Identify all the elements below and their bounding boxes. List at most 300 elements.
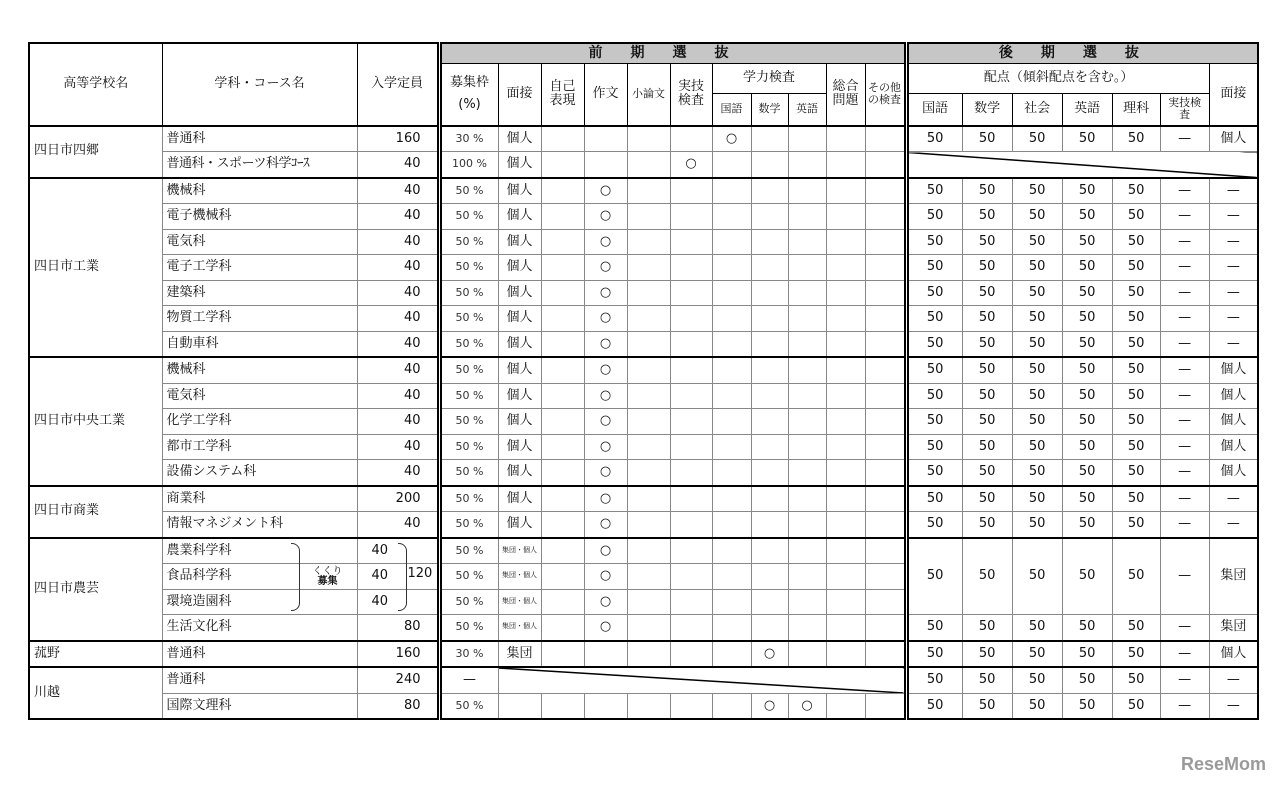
early-sogo (826, 512, 865, 538)
early-practical (670, 204, 712, 230)
late-practical: — (1160, 409, 1209, 435)
late-shakai: 50 (1012, 126, 1062, 152)
early-kokugo (712, 357, 751, 383)
header-practical: 実技検査 (670, 64, 712, 126)
early-practical (670, 383, 712, 409)
early-self-expression (541, 357, 584, 383)
early-sogo (826, 538, 865, 564)
early-practical (670, 331, 712, 357)
early-self-expression (541, 460, 584, 486)
early-other (865, 486, 906, 512)
capacity: 40 (357, 152, 439, 178)
course-name: 生活文化科 (162, 615, 357, 641)
early-practical (670, 538, 712, 564)
early-interview: 個人 (498, 280, 541, 306)
table-row (29, 280, 1258, 306)
early-sugaku (751, 564, 788, 590)
late-shakai: 50 (1012, 255, 1062, 281)
late-eigo: 50 (1062, 409, 1112, 435)
early-self-expression (541, 538, 584, 564)
early-quota: 30 % (439, 641, 498, 668)
early-self-expression (541, 409, 584, 435)
header-late-eigo: 英語 (1062, 94, 1112, 126)
header-late-kokugo: 国語 (906, 94, 962, 126)
late-sugaku: 50 (962, 434, 1012, 460)
late-sugaku: 50 (962, 383, 1012, 409)
late-kokugo: 50 (906, 280, 962, 306)
kukuri-brace-label (291, 543, 351, 609)
early-other (865, 409, 906, 435)
early-short-essay (627, 306, 670, 332)
early-quota: 50 % (439, 204, 498, 230)
early-sugaku (751, 357, 788, 383)
late-kokugo: 50 (906, 229, 962, 255)
early-sogo (826, 460, 865, 486)
late-interview: 集団 (1209, 615, 1258, 641)
early-interview: 個人 (498, 331, 541, 357)
late-eigo: 50 (1062, 693, 1112, 719)
early-interview: 個人 (498, 229, 541, 255)
late-kokugo: 50 (906, 204, 962, 230)
early-sugaku (751, 204, 788, 230)
course-name: 物質工学科 (162, 306, 357, 332)
late-eigo: 50 (1062, 357, 1112, 383)
early-self-expression (541, 255, 584, 281)
early-eigo (788, 152, 826, 178)
early-essay: ○ (584, 564, 627, 590)
late-interview: — (1209, 280, 1258, 306)
late-rika: 50 (1112, 280, 1160, 306)
early-self-expression (541, 280, 584, 306)
early-other (865, 589, 906, 615)
late-sugaku: 50 (962, 331, 1012, 357)
header-capacity: 入学定員 (357, 43, 439, 126)
early-essay: ○ (584, 486, 627, 512)
header-essay: 作文 (584, 64, 627, 126)
early-quota: 50 % (439, 357, 498, 383)
early-interview: 個人 (498, 126, 541, 152)
early-sugaku (751, 460, 788, 486)
late-kokugo: 50 (906, 255, 962, 281)
late-shakai: 50 (1012, 538, 1062, 615)
late-rika: 50 (1112, 409, 1160, 435)
early-sugaku (751, 152, 788, 178)
table-row (29, 331, 1258, 357)
early-sugaku (751, 589, 788, 615)
early-other (865, 280, 906, 306)
early-interview: 集団 (498, 641, 541, 668)
early-eigo (788, 331, 826, 357)
early-self-expression (541, 564, 584, 590)
late-sugaku: 50 (962, 693, 1012, 719)
late-kokugo: 50 (906, 641, 962, 668)
early-practical (670, 693, 712, 719)
early-short-essay (627, 229, 670, 255)
capacity: 40 (357, 512, 439, 538)
course-name: 普通科 (162, 126, 357, 152)
header-academic: 学力検査 (712, 64, 826, 94)
capacity: 200 (357, 486, 439, 512)
late-rika: 50 (1112, 204, 1160, 230)
late-sugaku: 50 (962, 667, 1012, 693)
early-quota: 50 % (439, 564, 498, 590)
early-sogo (826, 255, 865, 281)
late-practical: — (1160, 255, 1209, 281)
late-practical: — (1160, 538, 1209, 615)
course-name: 機械科 (162, 357, 357, 383)
early-kokugo (712, 486, 751, 512)
capacity: 160 (357, 641, 439, 668)
early-practical (670, 512, 712, 538)
late-practical: — (1160, 512, 1209, 538)
late-interview: — (1209, 512, 1258, 538)
early-eigo (788, 486, 826, 512)
late-sugaku: 50 (962, 229, 1012, 255)
capacity: 40 (357, 178, 439, 204)
late-sugaku: 50 (962, 178, 1012, 204)
late-rika: 50 (1112, 306, 1160, 332)
capacity: 40 (357, 255, 439, 281)
late-eigo: 50 (1062, 178, 1112, 204)
table-row (29, 434, 1258, 460)
early-kokugo (712, 693, 751, 719)
late-sugaku: 50 (962, 409, 1012, 435)
early-other (865, 693, 906, 719)
early-quota: 50 % (439, 512, 498, 538)
early-eigo (788, 434, 826, 460)
early-essay: ○ (584, 589, 627, 615)
early-short-essay (627, 126, 670, 152)
course-name: 食品科学科 (162, 564, 357, 590)
early-short-essay (627, 589, 670, 615)
early-essay: ○ (584, 434, 627, 460)
late-shakai: 50 (1012, 615, 1062, 641)
table-row (29, 512, 1258, 538)
early-practical (670, 641, 712, 668)
early-kokugo (712, 512, 751, 538)
capacity: 40 (357, 280, 439, 306)
early-short-essay (627, 615, 670, 641)
early-kokugo (712, 589, 751, 615)
capacity: 240 (357, 667, 439, 693)
late-interview: 個人 (1209, 383, 1258, 409)
header-late: 後期選抜 (906, 43, 1258, 64)
late-sugaku: 50 (962, 460, 1012, 486)
late-interview: — (1209, 693, 1258, 719)
early-self-expression (541, 204, 584, 230)
late-kokugo: 50 (906, 512, 962, 538)
capacity: 80 (357, 693, 439, 719)
late-eigo: 50 (1062, 331, 1112, 357)
late-practical: — (1160, 383, 1209, 409)
late-interview: — (1209, 178, 1258, 204)
early-eigo (788, 409, 826, 435)
early-kokugo: ○ (712, 126, 751, 152)
capacity: 40 120 (357, 538, 439, 564)
late-sugaku: 50 (962, 357, 1012, 383)
course-name: 普通科・スポーツ科学ｺｰｽ (162, 152, 357, 178)
early-self-expression (541, 229, 584, 255)
course-name: 普通科 (162, 667, 357, 693)
early-short-essay (627, 693, 670, 719)
early-short-essay (627, 564, 670, 590)
early-quota: — (439, 667, 498, 693)
early-self-expression (541, 693, 584, 719)
late-sugaku: 50 (962, 641, 1012, 668)
late-rika: 50 (1112, 331, 1160, 357)
early-self-expression (541, 434, 584, 460)
late-eigo: 50 (1062, 280, 1112, 306)
header-kokugo: 国語 (712, 94, 751, 126)
late-kokugo: 50 (906, 486, 962, 512)
late-eigo: 50 (1062, 486, 1112, 512)
late-rika: 50 (1112, 229, 1160, 255)
early-other (865, 383, 906, 409)
early-sugaku (751, 434, 788, 460)
early-interview: 個人 (498, 255, 541, 281)
late-eigo: 50 (1062, 434, 1112, 460)
early-practical (670, 460, 712, 486)
late-sugaku: 50 (962, 538, 1012, 615)
early-essay: ○ (584, 357, 627, 383)
late-kokugo: 50 (906, 693, 962, 719)
early-other (865, 434, 906, 460)
table-row (29, 409, 1258, 435)
header-late-practical: 実技検査 (1160, 94, 1209, 126)
early-eigo (788, 204, 826, 230)
late-shakai: 50 (1012, 229, 1062, 255)
late-rika: 50 (1112, 255, 1160, 281)
table-row (29, 460, 1258, 486)
late-rika: 50 (1112, 178, 1160, 204)
early-sugaku: ○ (751, 641, 788, 668)
early-interview: 個人 (498, 178, 541, 204)
early-kokugo (712, 460, 751, 486)
course-name: 機械科 (162, 178, 357, 204)
early-self-expression (541, 152, 584, 178)
early-not-applicable (498, 667, 906, 693)
early-sugaku (751, 538, 788, 564)
early-kokugo (712, 306, 751, 332)
early-eigo (788, 615, 826, 641)
late-practical: — (1160, 460, 1209, 486)
late-practical: — (1160, 615, 1209, 641)
late-rika: 50 (1112, 460, 1160, 486)
course-name: 環境造園科 (162, 589, 357, 615)
early-eigo (788, 229, 826, 255)
school-name: 四日市四郷 (29, 126, 162, 178)
early-kokugo (712, 255, 751, 281)
late-sugaku: 50 (962, 306, 1012, 332)
late-shakai: 50 (1012, 204, 1062, 230)
late-practical: — (1160, 667, 1209, 693)
early-eigo (788, 306, 826, 332)
late-rika: 50 (1112, 383, 1160, 409)
late-shakai: 50 (1012, 383, 1062, 409)
table-row (29, 615, 1258, 641)
early-practical (670, 178, 712, 204)
early-quota: 50 % (439, 409, 498, 435)
late-interview: 個人 (1209, 126, 1258, 152)
early-essay: ○ (584, 512, 627, 538)
late-kokugo: 50 (906, 178, 962, 204)
early-short-essay (627, 538, 670, 564)
admission-table (28, 42, 1259, 720)
early-practical: ○ (670, 152, 712, 178)
late-shakai: 50 (1012, 357, 1062, 383)
early-kokugo (712, 152, 751, 178)
early-short-essay (627, 255, 670, 281)
header-sogo: 総合問題 (826, 64, 865, 126)
late-interview: — (1209, 255, 1258, 281)
course-name: 設備システム科 (162, 460, 357, 486)
late-rika: 50 (1112, 538, 1160, 615)
quota-label: 募集枠 (449, 74, 489, 90)
early-kokugo (712, 434, 751, 460)
header-other: その他の検査 (865, 64, 906, 126)
late-rika: 50 (1112, 615, 1160, 641)
late-kokugo: 50 (906, 667, 962, 693)
early-practical (670, 434, 712, 460)
early-quota: 50 % (439, 460, 498, 486)
early-short-essay (627, 460, 670, 486)
late-shakai: 50 (1012, 331, 1062, 357)
late-practical: — (1160, 693, 1209, 719)
late-shakai: 50 (1012, 641, 1062, 668)
early-sogo (826, 178, 865, 204)
early-sugaku (751, 178, 788, 204)
early-practical (670, 615, 712, 641)
school-name: 川越 (29, 667, 162, 719)
early-sugaku (751, 383, 788, 409)
resemom-logo: ReseMom (1180, 754, 1266, 774)
course-name: 化学工学科 (162, 409, 357, 435)
late-eigo: 50 (1062, 306, 1112, 332)
early-self-expression (541, 641, 584, 668)
early-other (865, 615, 906, 641)
capacity: 40 (357, 229, 439, 255)
late-eigo: 50 (1062, 512, 1112, 538)
school-name: 四日市中央工業 (29, 357, 162, 486)
early-quota: 50 % (439, 229, 498, 255)
kukuri-label: くくり (312, 565, 343, 577)
capacity: 40 (357, 357, 439, 383)
table-row (29, 229, 1258, 255)
early-sogo (826, 486, 865, 512)
table-row (29, 357, 1258, 383)
late-shakai: 50 (1012, 486, 1062, 512)
course-name: 国際文理科 (162, 693, 357, 719)
late-practical: — (1160, 306, 1209, 332)
late-shakai: 50 (1012, 306, 1062, 332)
early-interview: 個人 (498, 152, 541, 178)
early-sugaku (751, 331, 788, 357)
early-kokugo (712, 409, 751, 435)
early-other (865, 229, 906, 255)
late-sugaku: 50 (962, 280, 1012, 306)
late-rika: 50 (1112, 667, 1160, 693)
early-essay: ○ (584, 409, 627, 435)
late-interview: — (1209, 306, 1258, 332)
early-kokugo (712, 383, 751, 409)
late-interview: 個人 (1209, 460, 1258, 486)
early-eigo (788, 538, 826, 564)
early-sogo (826, 306, 865, 332)
late-shakai: 50 (1012, 178, 1062, 204)
early-interview: 個人 (498, 460, 541, 486)
early-essay: ○ (584, 306, 627, 332)
late-shakai: 50 (1012, 693, 1062, 719)
late-interview: 個人 (1209, 434, 1258, 460)
late-shakai: 50 (1012, 460, 1062, 486)
header-late-rika: 理科 (1112, 94, 1160, 126)
early-self-expression (541, 486, 584, 512)
late-kokugo: 50 (906, 460, 962, 486)
late-kokugo: 50 (906, 357, 962, 383)
early-self-expression (541, 126, 584, 152)
capacity: 40 (357, 331, 439, 357)
late-practical: — (1160, 486, 1209, 512)
early-eigo (788, 255, 826, 281)
late-sugaku: 50 (962, 204, 1012, 230)
late-interview: — (1209, 204, 1258, 230)
early-short-essay (627, 204, 670, 230)
early-other (865, 178, 906, 204)
early-essay: ○ (584, 255, 627, 281)
early-interview: 個人 (498, 357, 541, 383)
late-kokugo: 50 (906, 434, 962, 460)
early-eigo: ○ (788, 693, 826, 719)
early-quota: 50 % (439, 615, 498, 641)
early-short-essay (627, 331, 670, 357)
early-short-essay (627, 357, 670, 383)
early-eigo (788, 641, 826, 668)
capacity: 160 (357, 126, 439, 152)
early-other (865, 641, 906, 668)
early-kokugo (712, 204, 751, 230)
early-sogo (826, 204, 865, 230)
early-self-expression (541, 615, 584, 641)
course-name: 普通科 (162, 641, 357, 668)
early-kokugo (712, 178, 751, 204)
early-self-expression (541, 512, 584, 538)
header-interview: 面接 (498, 64, 541, 126)
table-row (29, 306, 1258, 332)
capacity: 40 (357, 589, 439, 615)
early-sogo (826, 641, 865, 668)
school-name: 菰野 (29, 641, 162, 668)
late-rika: 50 (1112, 693, 1160, 719)
table-body (29, 126, 1258, 720)
early-eigo (788, 564, 826, 590)
early-interview: 個人 (498, 409, 541, 435)
early-kokugo (712, 538, 751, 564)
early-sogo (826, 126, 865, 152)
late-sugaku: 50 (962, 486, 1012, 512)
early-quota: 50 % (439, 693, 498, 719)
table-row (29, 126, 1258, 152)
early-eigo (788, 512, 826, 538)
early-essay: ○ (584, 538, 627, 564)
late-eigo: 50 (1062, 126, 1112, 152)
late-interview: 個人 (1209, 409, 1258, 435)
early-essay: ○ (584, 229, 627, 255)
early-short-essay (627, 280, 670, 306)
early-quota: 50 % (439, 383, 498, 409)
capacity: 80 (357, 615, 439, 641)
course-name: 情報マネジメント科 (162, 512, 357, 538)
early-sogo (826, 383, 865, 409)
